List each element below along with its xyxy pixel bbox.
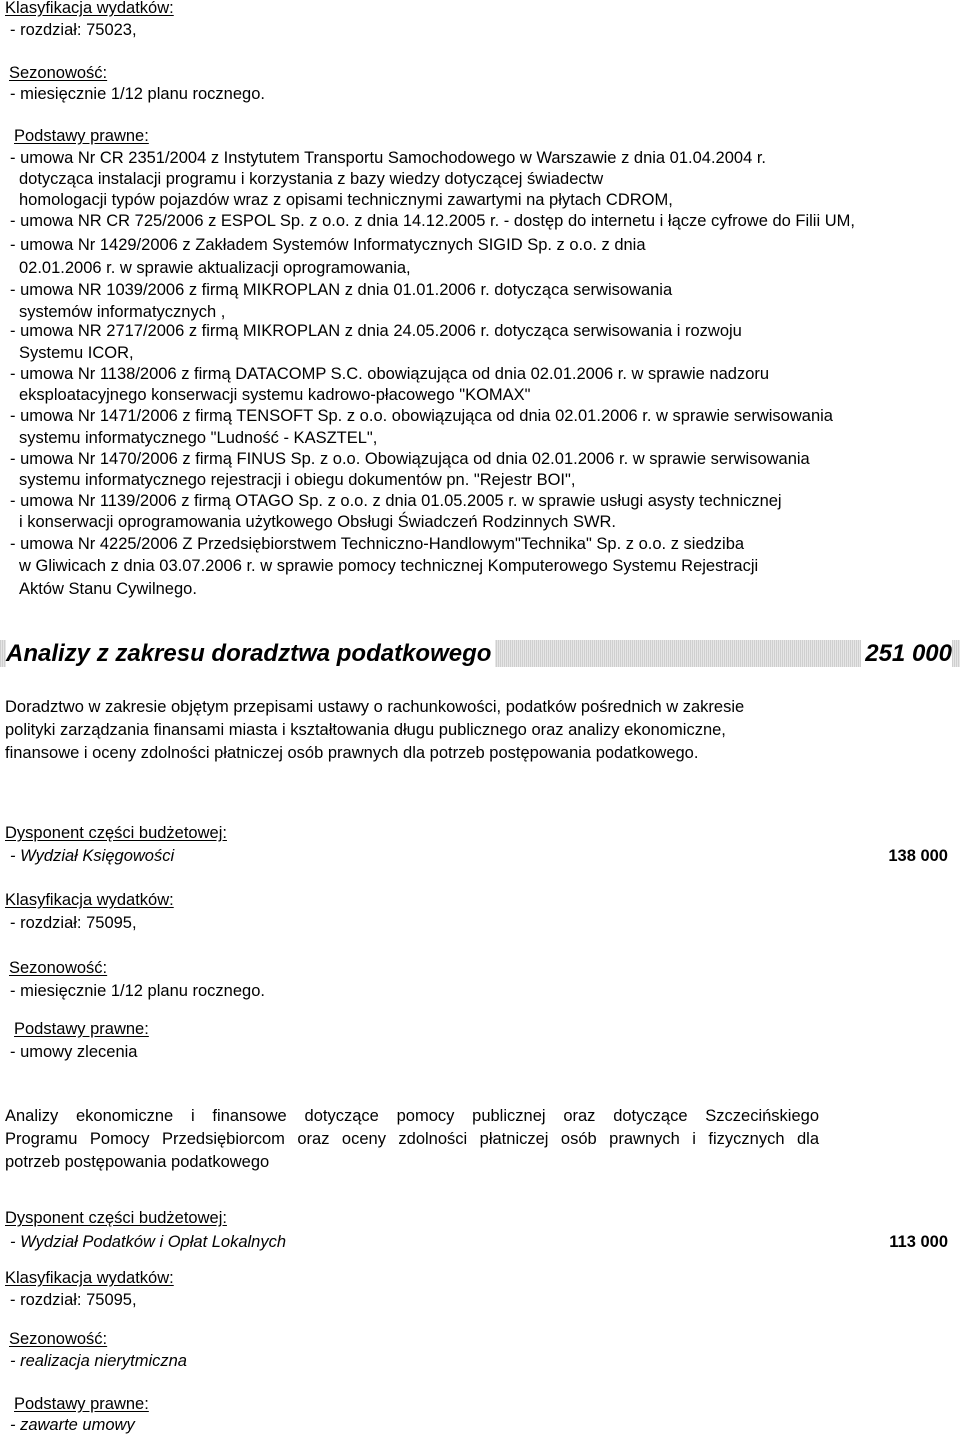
rozdzial-value: - rozdział: 75095,	[10, 914, 137, 932]
legal-line-21: Aktów Stanu Cywilnego.	[19, 580, 197, 598]
dysponent-amount: 113 000	[889, 1233, 948, 1251]
legal-line-6: 02.01.2006 r. w sprawie aktualizacji oprogramowania,	[19, 259, 411, 277]
legal-line-8: systemów informatycznych ,	[19, 303, 226, 321]
legal-line-5: - umowa Nr 1429/2006 z Zakładem Systemów Informatycznych SIGID Sp. z o.o. z dnia	[10, 236, 646, 254]
podstawy-label: Podstawy prawne:	[14, 127, 149, 145]
legal-line-1: - umowa Nr CR 2351/2004 z Instytutem Transportu Samochodowego w Warszawie z dnia 01.04.2004 r.	[10, 149, 767, 167]
legal-line-13: - umowa Nr 1471/2006 z firmą TENSOFT Sp. z o.o. obowiązująca od dnia 02.01.2006 r. w sprawie serwisowania	[10, 407, 833, 425]
legal-line-7: - umowa NR 1039/2006 z firmą MIKROPLAN z dnia 01.01.2006 r. dotycząca serwisowania	[10, 281, 673, 299]
dysponent-amount: 138 000	[888, 847, 948, 865]
dysponent-label: Dysponent części budżetowej:	[5, 1209, 227, 1227]
legal-line-16: systemu informatycznego rejestracji i obiegu dokumentów pn. "Rejestr BOI",	[19, 471, 576, 489]
legal-line-11: - umowa Nr 1138/2006 z firmą DATACOMP S.C. obowiązująca od dnia 02.01.2006 r. w sprawie nadzoru	[10, 365, 770, 383]
dysponent-value: - Wydział Podatków i Opłat Lokalnych	[10, 1233, 287, 1251]
legal-line-15: - umowa Nr 1470/2006 z firmą FINUS Sp. z o.o. Obowiązująca od dnia 02.01.2006 r. w sprawie serwisowania	[10, 450, 810, 468]
rozdzial-value: - rozdział: 75095,	[10, 1291, 137, 1309]
sezonowosc-value: - realizacja nierytmiczna	[10, 1352, 187, 1370]
legal-line-10: Systemu ICOR,	[19, 344, 134, 362]
legal-line-17: - umowa Nr 1139/2006 z firmą OTAGO Sp. z o.o. z dnia 01.05.2005 r. w sprawie usługi asysty technicznej	[10, 492, 782, 510]
legal-line-19: - umowa Nr 4225/2006 Z Przedsiębiorstwem Techniczno-Handlowym"Technika" Sp. z o.o. z siedziba	[10, 535, 745, 553]
sezonowosc-value: - miesięcznie 1/12 planu rocznego.	[10, 982, 265, 1000]
sezonowosc-label: Sezonowość:	[9, 1330, 108, 1348]
legal-line-20: w Gliwicach z dnia 03.07.2006 r. w sprawie pomocy technicznej Komputerowego Systemu Rejestracji	[19, 557, 759, 575]
legal-line-3: homologacji typów pojazdów wraz z opisami technicznymi zawartymi na płytach CDROM,	[19, 191, 673, 209]
sezonowosc-label: Sezonowość:	[9, 959, 108, 977]
sezonowosc-value: - miesięcznie 1/12 planu rocznego.	[10, 85, 265, 103]
podstawy-label: Podstawy prawne:	[14, 1395, 149, 1413]
dysponent-label: Dysponent części budżetowej:	[5, 824, 227, 842]
legal-line-14: systemu informatycznego "Ludność - KASZTEL",	[19, 429, 378, 447]
section-description-1: Doradztwo w zakresie objętym przepisami ustawy o rachunkowości, podatków pośrednich w zakresie	[5, 698, 745, 716]
legal-line-4: - umowa NR CR 725/2006 z ESPOL Sp. z o.o. z dnia 14.12.2005 r. - dostęp do internetu i łącze cyfrowe do Filii UM,	[10, 212, 855, 230]
section-amount: 251 000	[861, 640, 952, 667]
block-description-2: Programu Pomocy Przedsiębiorcom oraz oceny zdolności płatniczej osób prawnych i fizycznych dla	[5, 1130, 819, 1148]
legal-line-9: - umowa NR 2717/2006 z firmą MIKROPLAN z dnia 24.05.2006 r. dotycząca serwisowania i rozwoju	[10, 322, 742, 340]
section-description-3: finansowe i oceny zdolności płatniczej osób prawnych dla potrzeb postępowania podatkowego.	[5, 744, 699, 762]
section-heading	[0, 640, 960, 667]
section-title: Analizy z zakresu doradztwa podatkowego	[6, 640, 495, 667]
legal-line-12: eksploatacyjnego konserwacji systemu kadrowo-płacowego "KOMAX"	[19, 386, 531, 404]
klasyfikacja-label: Klasyfikacja wydatków:	[5, 0, 174, 17]
podstawy-value: - zawarte umowy	[10, 1416, 135, 1434]
dysponent-value: - Wydział Księgowości	[10, 847, 175, 865]
rozdzial-value: - rozdział: 75023,	[10, 21, 137, 39]
klasyfikacja-label: Klasyfikacja wydatków:	[5, 1269, 174, 1287]
legal-line-18: i konserwacji oprogramowania użytkowego Obsługi Świadczeń Rodzinnych SWR.	[19, 513, 617, 531]
podstawy-label: Podstawy prawne:	[14, 1020, 149, 1038]
block-description-3: potrzeb postępowania podatkowego	[5, 1153, 270, 1171]
legal-line-2: dotycząca instalacji programu i korzystania z bazy wiedzy dotyczącej świadectw	[19, 170, 604, 188]
block-description-1: Analizy ekonomiczne i finansowe dotyczące pomocy publicznej oraz dotyczące Szczecińskiego	[5, 1107, 819, 1125]
section-description-2: polityki zarządzania finansami miasta i kształtowania długu publicznego oraz analizy ekonomiczne,	[5, 721, 726, 739]
podstawy-value: - umowy zlecenia	[10, 1043, 138, 1061]
sezonowosc-label: Sezonowość:	[9, 64, 108, 82]
klasyfikacja-label: Klasyfikacja wydatków:	[5, 891, 174, 909]
